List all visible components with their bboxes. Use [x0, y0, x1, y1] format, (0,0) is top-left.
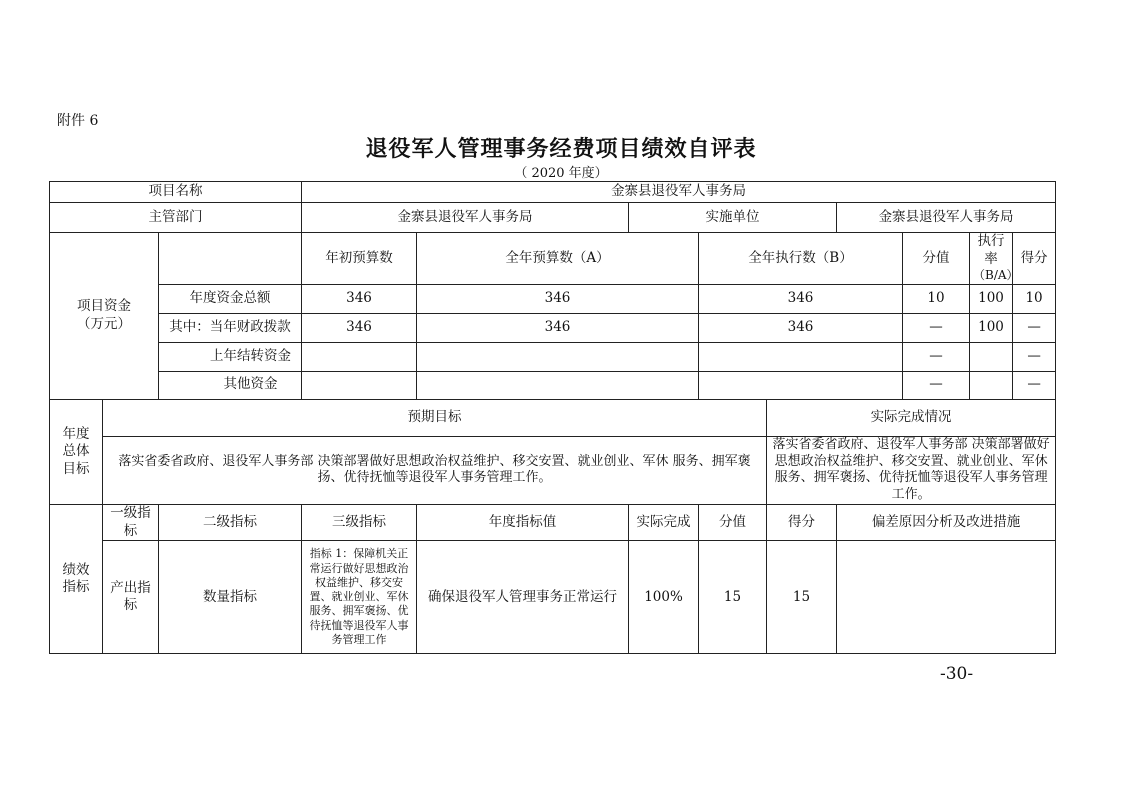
overall-header-row [50, 399, 1056, 436]
dept-value: 金寨县退役军人事务局 [302, 203, 629, 233]
attachment-label: 附件 6 [57, 113, 99, 129]
funds-row-score-value: 10 [903, 284, 970, 313]
funds-row-name: 其他资金 [159, 371, 302, 399]
funds-label-line2: （万元） [77, 315, 131, 332]
indicator-header-row [50, 505, 1056, 541]
ind-score-value-header: 分值 [699, 505, 767, 541]
funds-label-line1: 项目资金 [77, 298, 131, 315]
funds-row-score: — [1013, 371, 1056, 399]
overall-label-line1: 年度 [62, 425, 90, 442]
indicator-label-line2: 指标 [62, 579, 90, 596]
expected-goal-header: 预期目标 [103, 399, 767, 436]
actual-header: 实际完成 [629, 505, 699, 541]
funds-row-score: — [1013, 313, 1056, 342]
indicator-label [50, 505, 103, 654]
funds-row-rate: 100 [970, 284, 1013, 313]
impl-unit-value: 金寨县退役军人事务局 [837, 203, 1056, 233]
expected-goal-text: 落实省委省政府、退役军人事务部 决策部署做好思想政治权益维护、移交安置、就业创业、军休 服务、拥军褒扬、优待抚恤等退役军人事务管理工作。 [103, 436, 767, 505]
dept-row [50, 203, 1056, 233]
exec-rate-header [970, 233, 1019, 285]
funds-blank-header [159, 233, 302, 285]
annual-budget-header: 全年预算数（A） [417, 233, 699, 285]
funds-row-score: 10 [1013, 284, 1056, 313]
overall-content-row [50, 436, 1056, 505]
funds-row-score-value: — [903, 371, 970, 399]
funds-row-rate [970, 342, 1013, 371]
level3-header: 三级指标 [302, 505, 417, 541]
year-label: （ 2020 年度） [514, 166, 608, 181]
funds-row-score: — [1013, 342, 1056, 371]
funds-row [50, 284, 1056, 313]
project-name-label: 项目名称 [50, 182, 302, 203]
score-header: 得分 [1013, 233, 1056, 285]
funds-row [50, 342, 1056, 371]
score-value-header: 分值 [903, 233, 970, 285]
funds-row-annual [417, 342, 699, 371]
project-name-row [50, 182, 1056, 203]
analysis-value [837, 541, 1056, 654]
funds-row-name: 上年结转资金 [159, 342, 302, 371]
impl-unit-label: 实施单位 [629, 203, 837, 233]
annual-value: 确保退役军人管理事务正常运行 [417, 541, 629, 654]
funds-header-row [50, 233, 1056, 285]
level2-value: 数量指标 [159, 541, 302, 654]
exec-rate-line1: 执行率 [977, 233, 1005, 267]
funds-row-score-value: — [903, 342, 970, 371]
level1-value: 产出指标 [103, 541, 159, 654]
ind-score-value: 15 [699, 541, 767, 654]
overall-label [50, 399, 103, 505]
funds-row-annual: 346 [417, 284, 699, 313]
project-name-value: 金寨县退役军人事务局 [302, 182, 1056, 203]
funds-row-initial: 346 [302, 313, 417, 342]
funds-row [50, 371, 1056, 399]
ind-score-header: 得分 [767, 505, 837, 541]
funds-label [50, 233, 159, 400]
funds-row-annual [417, 371, 699, 399]
actual-status-text: 落实省委省政府、退役军人事务部 决策部署做好思想政治权益维护、移交安置、就业创业、军休 服务、拥军褒扬、优待抚恤等退役军人事务管理工作。 [767, 436, 1056, 505]
funds-row-executed [699, 342, 903, 371]
funds-row-name: 其中：当年财政拨款 [159, 313, 302, 342]
funds-row-annual: 346 [417, 313, 699, 342]
dept-label: 主管部门 [50, 203, 302, 233]
funds-row-initial [302, 371, 417, 399]
funds-row-executed: 346 [699, 313, 903, 342]
executed-header: 全年执行数（B） [699, 233, 903, 285]
funds-row-initial [302, 342, 417, 371]
overall-label-line2: 总体 [62, 443, 90, 460]
level3-value: 指标 1：保障机关正常运行做好思想政治权益维护、移交安置、就业创业、军休服务、拥军褒扬、优待抚恤等退役军人事务管理工作 [302, 541, 417, 654]
overall-label-line3: 目标 [62, 460, 90, 477]
funds-row-score-value: — [903, 313, 970, 342]
actual-value: 100% [629, 541, 699, 654]
funds-row [50, 313, 1056, 342]
annual-value-header: 年度指标值 [417, 505, 629, 541]
level1-header: 一级指标 [103, 505, 159, 541]
actual-status-header: 实际完成情况 [767, 399, 1056, 436]
funds-row-executed: 346 [699, 284, 903, 313]
ind-score: 15 [767, 541, 837, 654]
indicator-label-line1: 绩效 [62, 561, 90, 578]
exec-rate-line2: （B/A） [973, 268, 1019, 283]
level2-header: 二级指标 [159, 505, 302, 541]
analysis-header: 偏差原因分析及改进措施 [837, 505, 1056, 541]
indicator-row [50, 541, 1056, 654]
funds-row-initial: 346 [302, 284, 417, 313]
funds-row-rate: 100 [970, 313, 1013, 342]
page-title: 退役军人管理事务经费项目绩效自评表 [365, 136, 757, 162]
page-number: -30- [940, 664, 974, 684]
performance-table [49, 181, 1056, 654]
funds-row-rate [970, 371, 1013, 399]
initial-budget-header: 年初预算数 [302, 233, 417, 285]
funds-row-name: 年度资金总额 [159, 284, 302, 313]
funds-row-executed [699, 371, 903, 399]
